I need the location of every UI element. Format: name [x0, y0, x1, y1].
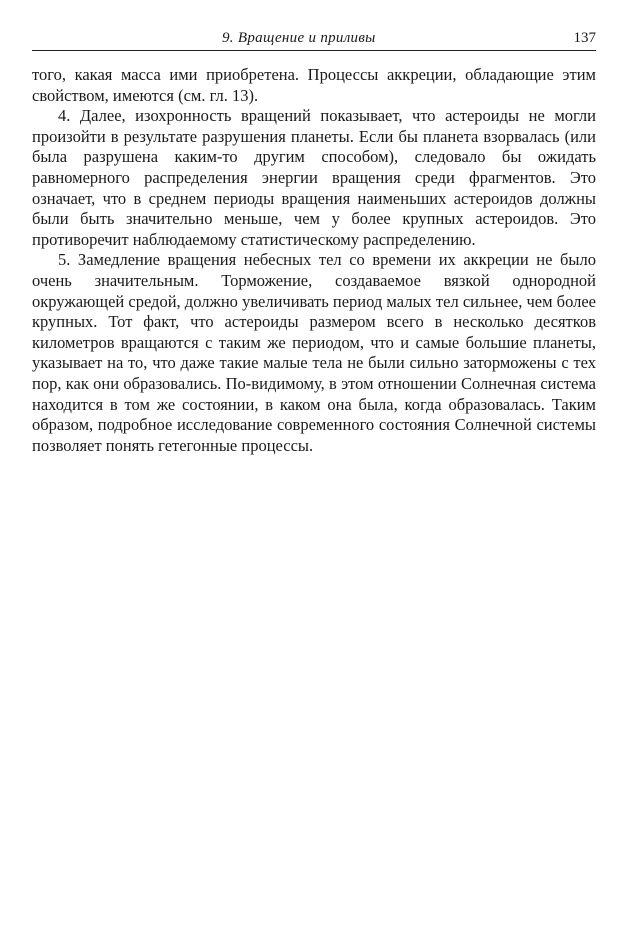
book-page	[32, 28, 596, 456]
running-header	[32, 28, 596, 51]
body-text	[32, 65, 596, 456]
running-title: 9. Вращение и приливы	[222, 30, 376, 46]
paragraph-point-5: 5. Замедление вращения небесных тел со времени их аккреции не было очень значительным. Торможение, создаваемое вязкой однородной окружающей средой, должно увеличивать период малых тел сильнее, чем более крупных. Тот факт, что астероиды размером всего в несколько десятков километров вращаются с таким же периодом, что и самые большие планеты, указывает на то, что даже такие малые тела не были сильно заторможены с тех пор, как они образовались. По-видимому, в этом отношении Солнечная система находится в том же состоянии, в каком она была, когда образовалась. Таким образом, подробное исследование современного состояния Солнечной системы позволяет понять гетегонные процессы.	[32, 250, 596, 455]
paragraph-point-4: 4. Далее, изохронность вращений показывает, что астероиды не могли произойти в результате разрушения планеты. Если бы планета взорвалась (или была разрушена каким-то другим способом), следовало бы ожидать равномерного распределения энергии вращения среди фрагментов. Это означает, что в среднем периоды вращения наименьших астероидов должны были быть значительно меньше, чем у более крупных астероидов. Это противоречит наблюдаемому статистическому распределению.	[32, 106, 596, 249]
paragraph-continuation: того, какая масса ими приобретена. Процессы аккреции, обладающие этим свойством, имеются (см. гл. 13).	[32, 65, 596, 105]
page-number: 137	[573, 30, 596, 46]
